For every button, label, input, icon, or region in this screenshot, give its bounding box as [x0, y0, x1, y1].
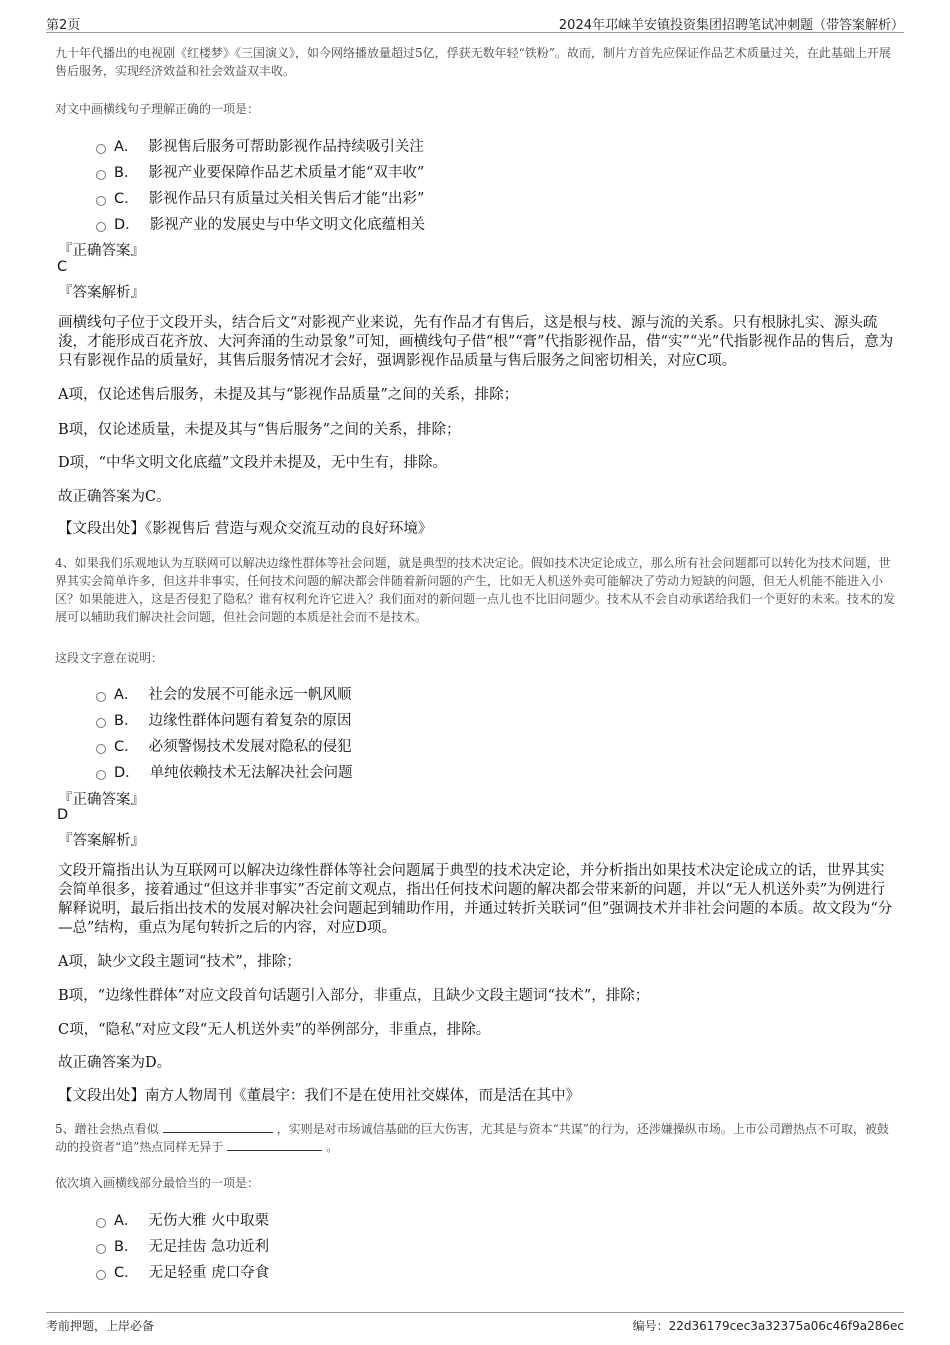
q4-prompt: 这段文字意在说明：	[55, 651, 164, 665]
radio-icon[interactable]	[96, 718, 106, 728]
q3-note-d: D项，“中华文明文化底蕴”文段并未提及，无中生有，排除。	[58, 455, 447, 471]
q4-note-b: B项，“边缘性群体”对应文段首句话题引入部分，非重点，且缺少文段主题词“技术”，排除；	[58, 988, 650, 1004]
q4-answer-label: 『正确答案』	[58, 792, 145, 808]
q4-option-a[interactable]: A． 社会的发展不可能永远一帆风顺	[96, 683, 351, 704]
fill-blank-2	[227, 1138, 322, 1151]
q3-answer: C	[57, 259, 68, 275]
q3-prompt: 对文中画横线句子理解正确的一项是：	[55, 102, 260, 116]
q4-answer: D	[57, 807, 69, 823]
fill-blank-1	[163, 1120, 273, 1133]
q3-option-a[interactable]: A． 影视售后服务可帮助影视作品持续吸引关注	[96, 135, 424, 156]
document-title: 2024年邛崃羊安镇投资集团招聘笔试冲刺题（带答案解析）	[558, 18, 904, 33]
q3-option-c[interactable]: C． 影视作品只有质量过关相关售后才能“出彩”	[96, 187, 424, 208]
q3-analysis-label: 『答案解析』	[58, 285, 145, 301]
q4-conclusion: 故正确答案为D。	[58, 1055, 172, 1071]
radio-icon[interactable]	[96, 692, 106, 702]
page-header	[46, 10, 904, 33]
document-id: 编号：22d36179cec3a32375a06c46f9a286ec	[632, 1319, 904, 1333]
q3-answer-label: 『正确答案』	[58, 243, 145, 259]
radio-icon[interactable]	[96, 170, 106, 180]
q3-note-b: B项，仅论述质量，未提及其与“售后服务”之间的关系，排除；	[58, 422, 461, 438]
q3-conclusion: 故正确答案为C。	[58, 489, 171, 505]
q3-option-b[interactable]: B． 影视产业要保障作品艺术质量才能“双丰收”	[96, 161, 424, 182]
q4-source: 【文段出处】南方人物周刊《董晨宇：我们不是在使用社交媒体，而是活在其中》	[58, 1088, 580, 1104]
q5-option-c[interactable]: C． 无足轻重 虎口夺食	[96, 1261, 269, 1282]
radio-icon[interactable]	[96, 144, 106, 154]
q3-source: 【文段出处】《影视售后 营造与观众交流互动的良好环境》	[58, 521, 433, 537]
q4-option-c[interactable]: C． 必须警惕技术发展对隐私的侵犯	[96, 735, 352, 756]
q3-option-d[interactable]: D． 影视产业的发展史与中华文明文化底蕴相关	[96, 213, 425, 234]
q4-option-b[interactable]: B． 边缘性群体问题有着复杂的原因	[96, 709, 351, 730]
radio-icon[interactable]	[96, 770, 106, 780]
radio-icon[interactable]	[96, 1218, 106, 1228]
radio-icon[interactable]	[96, 222, 106, 232]
radio-icon[interactable]	[96, 196, 106, 206]
q3-passage: 九十年代播出的电视剧《红楼梦》《三国演义》，如今网络播放量超过5亿，俘获无数年轻“铁粉”。故而，制片方首先应保证作品艺术质量过关，在此基础上开展售后服务，实现经济效益和社会效益双丰收。	[55, 46, 891, 78]
q5-option-a[interactable]: A． 无伤大雅 火中取栗	[96, 1209, 269, 1230]
q4-passage: 4、如果我们乐观地认为互联网可以解决边缘性群体等社会问题，就是典型的技术决定论。假如技术决定论成立，那么所有社会问题都可以转化为技术问题，世界其实会简单许多，但这并非事实，任何技术问题的解决都会伴随着新问题的产生，比如无人机送外卖可能解决了劳动力短缺的问题，但无人机能不能进入小区？如果能进入，这是否侵犯了隐私？谁有权利允许它进入？我们面对的新问题一点儿也不比旧问题少。技术从不会自动承诺给我们一个更好的未来。技术的发展可以辅助我们解决社会问题，但社会问题的本质是社会而不是技术。	[55, 556, 896, 624]
q5-prompt: 依次填入画横线部分最恰当的一项是：	[55, 1176, 260, 1190]
q4-option-d[interactable]: D． 单纯依赖技术无法解决社会问题	[96, 761, 353, 782]
q4-analysis: 文段开篇指出认为互联网可以解决边缘性群体等社会问题属于典型的技术决定论，并分析指出如果技术决定论成立的话，世界其实会简单很多，接着通过“但这并非事实”否定前文观点，指出任何技术问题的解决都会带来新的问题，并以“无人机送外卖”为例进行解释说明，最后指出技术的发展对解决社会问题起到辅助作用，并通过转折关联词“但”强调技术并非社会问题的本质。故文段为“分—总”结构，重点为尾句转折之后的内容，对应D项。	[58, 863, 893, 936]
q3-analysis: 画横线句子位于文段开头，结合后文“对影视产业来说，先有作品才有售后，这是根与枝、源与流的关系。只有根脉扎实、源头疏浚，才能形成百花齐放、大河奔涌的生动景象”可知，画横线句子借“根”“膏”代指影视作品，借“实”“光”代指影视作品的售后，意为只有影视作品的质量好，其售后服务情况才会好，强调影视作品质量与售后服务之间密切相关，对应C项。	[58, 315, 894, 369]
radio-icon[interactable]	[96, 1270, 106, 1280]
q4-analysis-label: 『答案解析』	[58, 833, 145, 849]
q5-option-b[interactable]: B． 无足挂齿 急功近利	[96, 1235, 269, 1256]
radio-icon[interactable]	[96, 744, 106, 754]
footer-slogan: 考前押题，上岸必备	[46, 1319, 155, 1333]
page-number: 第2页	[46, 18, 81, 33]
q5-passage: 5、蹭社会热点看似 ，实则是对市场诚信基础的巨大伤害，尤其是与资本“共谋”的行为，还涉嫌操纵市场。上市公司蹭热点不可取，被鼓动的投资者“追”热点同样无异于 。	[55, 1122, 889, 1154]
radio-icon[interactable]	[96, 1244, 106, 1254]
q3-note-a: A项，仅论述售后服务，未提及其与“影视作品质量”之间的关系，排除；	[58, 387, 519, 403]
q4-note-c: C项，“隐私”对应文段“无人机送外卖”的举例部分，非重点，排除。	[58, 1022, 491, 1038]
q4-note-a: A项，缺少文段主题词“技术”，排除；	[58, 954, 301, 970]
page-footer	[46, 1312, 904, 1337]
